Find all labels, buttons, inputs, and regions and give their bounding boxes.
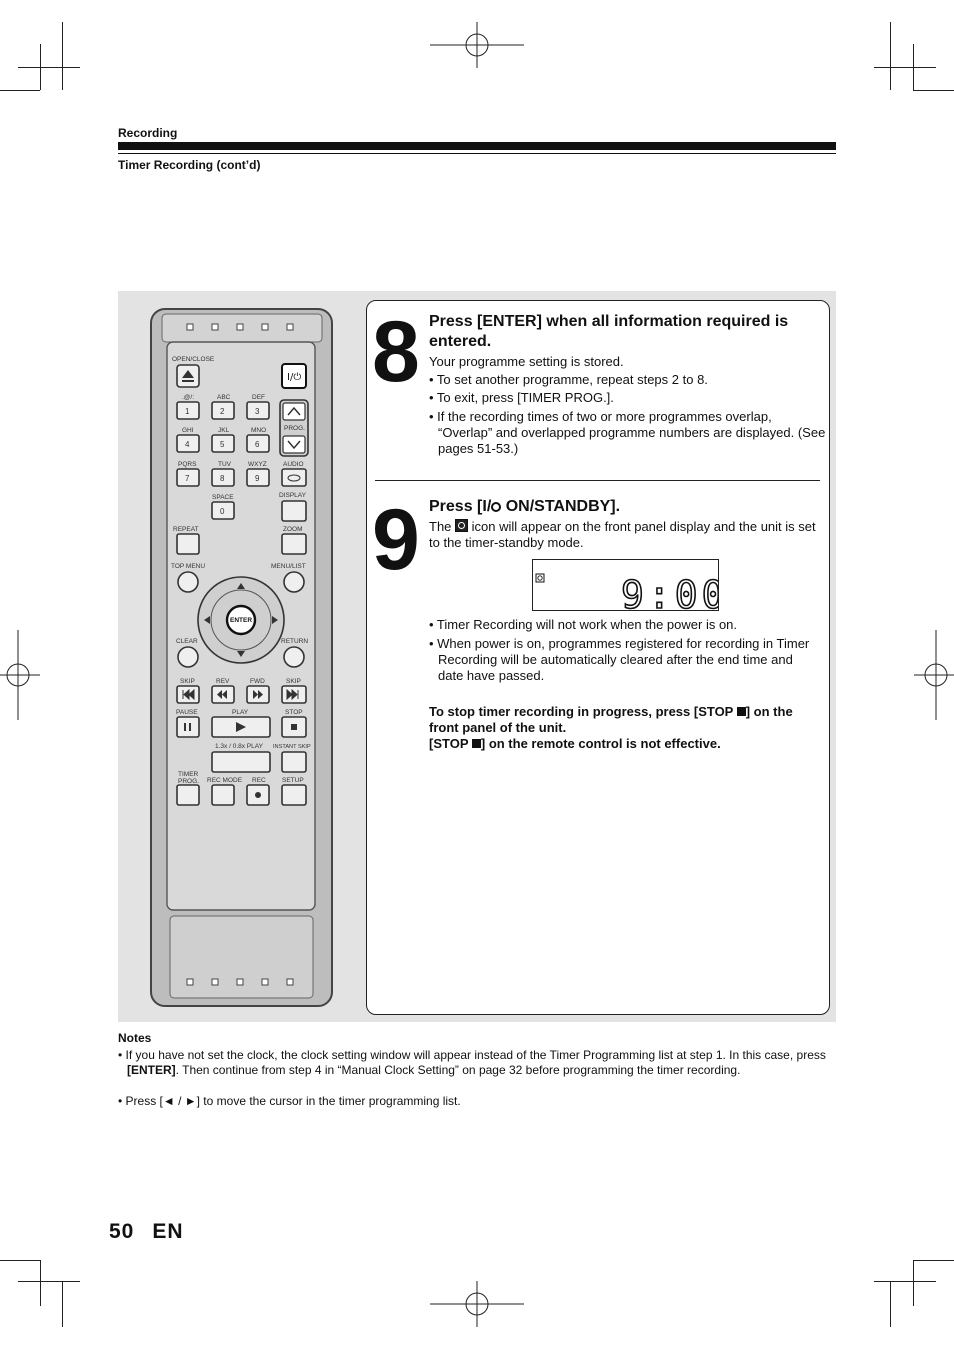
pause-label: PAUSE — [176, 709, 198, 716]
skip-forward-label: SKIP — [286, 678, 301, 685]
page-number — [109, 1220, 184, 1244]
setup-button — [282, 785, 306, 805]
menu-list-label: MENU/LIST — [271, 563, 306, 570]
key-label-2: ABC — [217, 394, 231, 401]
play-label: PLAY — [232, 709, 249, 716]
digit-6: 6 — [255, 440, 260, 449]
key-label-6: MNO — [251, 427, 267, 434]
digit-5: 5 — [220, 440, 225, 449]
audio-button — [282, 469, 306, 486]
note-1 — [118, 1048, 837, 1078]
key-label-8: TUV — [218, 461, 231, 468]
note-1-b: [ENTER] — [127, 1063, 176, 1077]
warning-1b: ] on the front panel of the unit. — [429, 704, 793, 735]
remote-control-illustration — [150, 306, 335, 1008]
warning-2a: [STOP — [429, 736, 472, 751]
display-timer-icon — [536, 574, 544, 582]
display-button — [282, 501, 306, 521]
zoom-button — [282, 534, 306, 554]
key-label-9: WXYZ — [248, 461, 267, 468]
warning-1a: To stop timer recording in progress, press [STOP — [429, 704, 737, 719]
stop-icon — [291, 724, 297, 730]
rec-mode-button — [212, 785, 234, 805]
record-icon — [255, 792, 261, 798]
speed-play-button — [212, 752, 270, 772]
step-divider — [375, 480, 820, 481]
digit-1: 1 — [185, 407, 190, 416]
return-button — [284, 647, 304, 667]
step-9-text-pre: The — [429, 519, 456, 534]
step-8-bullet-2: • To exit, press [TIMER PROG.]. — [429, 390, 614, 405]
registration-mark-bottom — [430, 1281, 524, 1327]
note-1-a: • If you have not set the clock, the clock setting window will appear instead of the Timer Programming list at step 1. In this case, press — [118, 1048, 826, 1062]
key-label-3: DEF — [252, 394, 265, 401]
instant-skip-button — [282, 752, 306, 772]
clear-label: CLEAR — [176, 638, 198, 645]
prog-down-button — [283, 436, 305, 453]
step-8-bullet-1: • To set another programme, repeat steps 2 to 8. — [429, 372, 708, 387]
timer-prog-label: TIMER — [178, 771, 199, 778]
key-label-1: .@/: — [182, 394, 195, 401]
key-label-7: PQRS — [178, 461, 197, 468]
step-8-text: Your programme setting is stored. — [429, 354, 624, 369]
display-graphic — [533, 560, 718, 610]
step-9-title — [429, 497, 824, 517]
note-1-c: . Then continue from step 4 in “Manual Clock Setting” on page 32 before programming the timer recording. — [175, 1063, 741, 1077]
prog-label: PROG. — [284, 425, 305, 432]
page-number-value: 50 — [109, 1220, 135, 1243]
clear-button — [178, 647, 198, 667]
timer-prog-button — [177, 785, 199, 805]
speed-play-label: 1.3x / 0.8x PLAY — [215, 743, 263, 750]
audio-label: AUDIO — [283, 461, 304, 468]
key-label-5: JKL — [218, 427, 230, 434]
stop-square-icon-2 — [472, 739, 481, 748]
digit-8: 8 — [220, 474, 225, 483]
notes-title: Notes — [118, 1031, 152, 1045]
prog-up-button — [283, 403, 305, 420]
skip-back-label: SKIP — [180, 678, 195, 685]
stop-square-icon — [737, 707, 746, 716]
step-9-number: 9 — [372, 492, 420, 588]
rec-mode-label: REC MODE — [207, 777, 243, 784]
step-9-text — [429, 519, 821, 551]
registration-mark-left — [0, 630, 40, 720]
instant-skip-label: INSTANT SKIP — [273, 744, 311, 750]
digit-4: 4 — [185, 440, 190, 449]
setup-label: SETUP — [282, 777, 304, 784]
step-9-title-post: ON/STANDBY]. — [501, 498, 621, 515]
return-label: RETURN — [281, 638, 309, 645]
key-label-0: SPACE — [212, 494, 234, 501]
power-label: I/⏻ — [287, 372, 302, 383]
step-9-text-post: icon will appear on the front panel display and the unit is set to the timer-standby mode. — [429, 519, 816, 550]
registration-mark-right — [914, 630, 954, 720]
top-menu-label: TOP MENU — [171, 563, 206, 570]
warning-2b: ] on the remote control is not effective. — [480, 736, 721, 751]
rev-label: REV — [216, 678, 230, 685]
enter-label: ENTER — [230, 617, 253, 624]
warning-text — [429, 704, 821, 752]
rec-label: REC — [252, 777, 266, 784]
note-2: • Press [◄ / ►] to move the cursor in the timer programming list. — [118, 1094, 461, 1108]
digit-3: 3 — [255, 407, 260, 416]
open-close-label: OPEN/CLOSE — [172, 356, 215, 363]
pause-button — [177, 717, 199, 737]
fwd-label: FWD — [250, 678, 265, 685]
repeat-label: REPEAT — [173, 526, 199, 533]
step-8-title: Press [ENTER] when all information required is entered. — [429, 313, 789, 350]
section-title: Recording — [118, 126, 178, 140]
subsection-title: Timer Recording (cont’d) — [118, 158, 261, 172]
digit-0: 0 — [220, 507, 225, 516]
step-9-bullet-2: • When power is on, programmes registered for recording in Timer Recording will be automatically cleared after the end time and date have passed. — [429, 636, 810, 683]
stop-label: STOP — [285, 709, 303, 716]
step-8-number: 8 — [372, 304, 420, 400]
display-time: 9:00 — [621, 573, 718, 610]
front-panel-display — [532, 559, 719, 611]
digit-7: 7 — [185, 474, 190, 483]
repeat-button — [177, 534, 199, 554]
step-9-bullet-1: • Timer Recording will not work when the power is on. — [429, 617, 738, 632]
key-label-4: GHI — [182, 427, 194, 434]
timer-prog-label-2: PROG. — [178, 778, 199, 785]
step-8-bullet-3: • If the recording times of two or more programmes overlap, “Overlap” and overlapped programme numbers are displayed. (See pages 51-53.) — [429, 409, 826, 456]
top-menu-button — [178, 572, 198, 592]
step-9-title-pre: Press [I/ — [429, 498, 492, 515]
zoom-label: ZOOM — [283, 526, 303, 533]
header-rule-thin — [118, 153, 836, 154]
digit-2: 2 — [220, 407, 225, 416]
digit-9: 9 — [255, 474, 260, 483]
timer-icon — [455, 519, 468, 532]
registration-mark-top — [430, 22, 524, 68]
menu-list-button — [284, 572, 304, 592]
power-icon — [491, 502, 501, 512]
page-language: EN — [152, 1220, 184, 1243]
header-rule — [118, 142, 836, 150]
display-label: DISPLAY — [279, 492, 306, 499]
